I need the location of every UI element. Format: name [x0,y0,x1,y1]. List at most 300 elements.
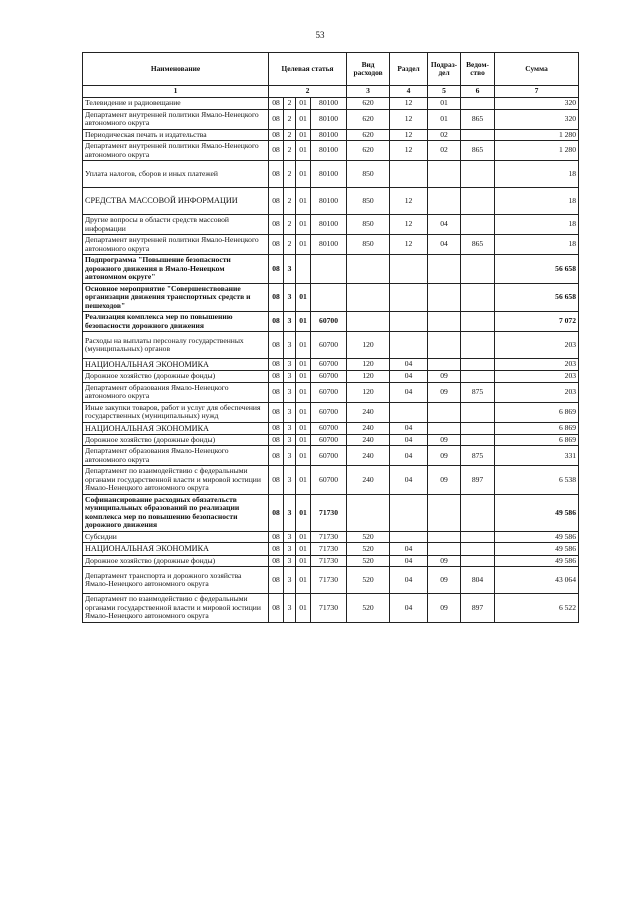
target-article-program: 08 [269,98,284,110]
target-article-direction: 71730 [311,494,347,531]
target-article-program: 08 [269,188,284,215]
expense-type-cell: 620 [347,129,390,141]
department-cell [461,332,495,359]
target-article-direction: 80100 [311,109,347,129]
amount-cell: 320 [495,109,579,129]
target-article-direction: 60700 [311,382,347,402]
table-row [83,283,579,312]
department-cell: 865 [461,235,495,255]
subsection-cell [428,531,461,543]
section-cell: 04 [390,555,428,567]
target-article-subprogram: 3 [284,555,296,567]
target-article-subprogram: 3 [284,531,296,543]
amount-cell: 49 586 [495,494,579,531]
target-article-direction: 60700 [311,422,347,434]
subsection-cell: 02 [428,141,461,161]
section-cell: 04 [390,543,428,555]
section-cell: 04 [390,422,428,434]
target-article-activity: 01 [296,402,311,422]
section-cell: 12 [390,235,428,255]
department-cell: 865 [461,141,495,161]
table-row [83,382,579,402]
expense-type-cell: 620 [347,98,390,110]
target-article-subprogram: 3 [284,283,296,312]
target-article-program: 08 [269,567,284,594]
amount-cell: 56 658 [495,283,579,312]
section-cell [390,531,428,543]
section-cell: 04 [390,466,428,495]
department-cell [461,283,495,312]
target-article-direction [311,283,347,312]
table-row [83,98,579,110]
target-article-subprogram: 3 [284,543,296,555]
amount-cell: 49 586 [495,543,579,555]
department-cell: 897 [461,594,495,623]
subsection-cell [428,188,461,215]
subsection-cell: 09 [428,594,461,623]
section-cell [390,312,428,332]
target-article-activity: 01 [296,188,311,215]
target-article-activity: 01 [296,543,311,555]
target-article-subprogram: 3 [284,332,296,359]
row-name: Телевидение и радиовещание [83,98,269,110]
section-cell: 04 [390,446,428,466]
section-cell: 04 [390,567,428,594]
target-article-direction: 71730 [311,567,347,594]
table-row [83,141,579,161]
expense-type-cell: 120 [347,332,390,359]
table-row [83,235,579,255]
target-article-subprogram: 3 [284,494,296,531]
target-article-program: 08 [269,215,284,235]
target-article-activity: 01 [296,141,311,161]
amount-cell: 7 072 [495,312,579,332]
section-cell [390,494,428,531]
department-cell [461,255,495,284]
subsection-cell: 09 [428,446,461,466]
department-cell [461,312,495,332]
expense-type-cell: 240 [347,466,390,495]
target-article-activity: 01 [296,161,311,188]
target-article-subprogram: 3 [284,402,296,422]
expense-type-cell: 240 [347,402,390,422]
target-article-activity: 01 [296,446,311,466]
amount-cell: 6 869 [495,422,579,434]
department-cell [461,422,495,434]
subsection-cell [428,543,461,555]
target-article-activity: 01 [296,594,311,623]
header-department: Ведом-ство [461,53,495,86]
header-amount: Сумма [495,53,579,86]
target-article-subprogram: 3 [284,434,296,446]
department-cell [461,402,495,422]
budget-table [82,52,579,623]
subsection-cell: 09 [428,466,461,495]
column-number: 2 [269,86,347,98]
target-article-activity [296,255,311,284]
department-cell: 875 [461,382,495,402]
subsection-cell: 09 [428,371,461,383]
target-article-subprogram: 3 [284,466,296,495]
amount-cell: 6 869 [495,434,579,446]
expense-type-cell: 520 [347,555,390,567]
subsection-cell: 09 [428,567,461,594]
department-cell [461,98,495,110]
amount-cell: 18 [495,188,579,215]
target-article-subprogram: 3 [284,422,296,434]
table-row [83,359,579,371]
target-article-subprogram: 2 [284,109,296,129]
target-article-subprogram: 3 [284,594,296,623]
amount-cell: 56 658 [495,255,579,284]
target-article-program: 08 [269,312,284,332]
subsection-cell [428,422,461,434]
target-article-direction: 60700 [311,312,347,332]
target-article-program: 08 [269,382,284,402]
target-article-subprogram: 2 [284,161,296,188]
department-cell [461,371,495,383]
row-name: Департамент по взаимодействию с федеральными органами государственной власти и мировой юстиции Ямало-Ненецкого автономного округа [83,466,269,495]
subsection-cell: 09 [428,555,461,567]
amount-cell: 43 064 [495,567,579,594]
target-article-activity: 01 [296,494,311,531]
expense-type-cell: 120 [347,382,390,402]
section-cell [390,255,428,284]
subsection-cell: 09 [428,382,461,402]
table-row [83,402,579,422]
row-name: Другие вопросы в области средств массовой информации [83,215,269,235]
target-article-subprogram: 3 [284,382,296,402]
target-article-direction: 60700 [311,402,347,422]
department-cell: 804 [461,567,495,594]
department-cell [461,215,495,235]
table-row [83,255,579,284]
section-cell: 04 [390,382,428,402]
header-subsection: Подраз-дел [428,53,461,86]
expense-type-cell [347,283,390,312]
target-article-program: 08 [269,494,284,531]
row-name: Основное мероприятие "Совершенствование организации движения транспортных средств и пешеходов" [83,283,269,312]
target-article-direction: 80100 [311,98,347,110]
section-cell [390,283,428,312]
row-name: Расходы на выплаты персоналу государственных (муниципальных) органов [83,332,269,359]
section-cell: 12 [390,98,428,110]
table-row [83,594,579,623]
target-article-direction: 80100 [311,129,347,141]
amount-cell: 6 538 [495,466,579,495]
row-name: СРЕДСТВА МАССОВОЙ ИНФОРМАЦИИ [83,188,269,215]
column-number: 7 [495,86,579,98]
table-row [83,446,579,466]
target-article-direction: 60700 [311,359,347,371]
target-article-subprogram: 2 [284,98,296,110]
expense-type-cell: 240 [347,422,390,434]
target-article-program: 08 [269,235,284,255]
column-number: 3 [347,86,390,98]
expense-type-cell: 520 [347,567,390,594]
section-cell: 04 [390,359,428,371]
subsection-cell: 04 [428,215,461,235]
target-article-activity: 01 [296,235,311,255]
row-name: Дорожное хозяйство (дорожные фонды) [83,434,269,446]
subsection-cell [428,283,461,312]
target-article-direction: 71730 [311,543,347,555]
target-article-subprogram: 2 [284,141,296,161]
row-name: Департамент образования Ямало-Ненецкого автономного округа [83,446,269,466]
target-article-subprogram: 3 [284,359,296,371]
target-article-activity: 01 [296,382,311,402]
amount-cell: 6 869 [495,402,579,422]
target-article-direction: 60700 [311,332,347,359]
table-row [83,312,579,332]
target-article-direction: 80100 [311,215,347,235]
table-row [83,555,579,567]
department-cell [461,494,495,531]
subsection-cell [428,402,461,422]
expense-type-cell: 850 [347,235,390,255]
target-article-activity: 01 [296,129,311,141]
target-article-program: 08 [269,255,284,284]
header-name: Наименование [83,53,269,86]
expense-type-cell: 850 [347,215,390,235]
target-article-subprogram: 3 [284,371,296,383]
section-cell: 12 [390,109,428,129]
target-article-direction: 80100 [311,141,347,161]
expense-type-cell: 120 [347,371,390,383]
target-article-direction: 60700 [311,466,347,495]
row-name: Софинансирование расходных обязательств муниципальных образований по реализации комплекса мер по повышению безопасности дорожного движения [83,494,269,531]
subsection-cell: 09 [428,434,461,446]
amount-cell: 49 586 [495,555,579,567]
section-cell: 12 [390,215,428,235]
row-name: Департамент внутренней политики Ямало-Ненецкого автономного округа [83,109,269,129]
table-row [83,494,579,531]
target-article-program: 08 [269,434,284,446]
expense-type-cell: 850 [347,161,390,188]
section-cell [390,161,428,188]
amount-cell: 6 522 [495,594,579,623]
table-body [83,98,579,623]
target-article-subprogram: 2 [284,235,296,255]
target-article-activity: 01 [296,466,311,495]
row-name: Департамент внутренней политики Ямало-Ненецкого автономного округа [83,141,269,161]
target-article-direction: 60700 [311,371,347,383]
target-article-subprogram: 2 [284,188,296,215]
expense-type-cell [347,312,390,332]
expense-type-cell: 240 [347,446,390,466]
department-cell [461,161,495,188]
target-article-subprogram: 3 [284,255,296,284]
target-article-program: 08 [269,129,284,141]
column-number: 4 [390,86,428,98]
department-cell: 875 [461,446,495,466]
header-target-article: Целевая статья [269,53,347,86]
target-article-activity: 01 [296,359,311,371]
amount-cell: 18 [495,161,579,188]
target-article-program: 08 [269,466,284,495]
subsection-cell: 01 [428,98,461,110]
section-cell: 12 [390,188,428,215]
target-article-program: 08 [269,594,284,623]
section-cell: 04 [390,594,428,623]
target-article-subprogram: 3 [284,567,296,594]
amount-cell: 320 [495,98,579,110]
target-article-program: 08 [269,555,284,567]
column-number: 6 [461,86,495,98]
table-row [83,434,579,446]
row-name: НАЦИОНАЛЬНАЯ ЭКОНОМИКА [83,359,269,371]
table-row [83,466,579,495]
target-article-activity: 01 [296,215,311,235]
department-cell: 865 [461,109,495,129]
target-article-subprogram: 2 [284,129,296,141]
target-article-direction: 60700 [311,434,347,446]
row-name: Департамент транспорта и дорожного хозяйства Ямало-Ненецкого автономного округа [83,567,269,594]
department-cell [461,359,495,371]
table-row [83,543,579,555]
target-article-activity: 01 [296,567,311,594]
department-cell [461,531,495,543]
expense-type-cell: 520 [347,543,390,555]
expense-type-cell [347,255,390,284]
section-cell: 12 [390,141,428,161]
target-article-activity: 01 [296,434,311,446]
table-row [83,422,579,434]
target-article-direction: 71730 [311,531,347,543]
target-article-activity: 01 [296,555,311,567]
target-article-program: 08 [269,531,284,543]
target-article-direction: 80100 [311,235,347,255]
target-article-direction: 60700 [311,446,347,466]
target-article-activity: 01 [296,371,311,383]
section-cell: 04 [390,371,428,383]
department-cell [461,129,495,141]
table-row [83,129,579,141]
department-cell [461,434,495,446]
expense-type-cell: 520 [347,594,390,623]
subsection-cell [428,161,461,188]
target-article-direction [311,255,347,284]
section-cell: 12 [390,129,428,141]
target-article-subprogram: 3 [284,446,296,466]
section-cell [390,402,428,422]
expense-type-cell: 520 [347,531,390,543]
row-name: Подпрограмма "Повышение безопасности дорожного движения в Ямало-Ненецком автономном округе" [83,255,269,284]
row-name: Департамент внутренней политики Ямало-Ненецкого автономного округа [83,235,269,255]
row-name: Дорожное хозяйство (дорожные фонды) [83,371,269,383]
amount-cell: 1 280 [495,141,579,161]
amount-cell: 203 [495,382,579,402]
target-article-direction: 71730 [311,555,347,567]
row-name: НАЦИОНАЛЬНАЯ ЭКОНОМИКА [83,543,269,555]
table-row [83,531,579,543]
row-name: Департамент по взаимодействию с федеральными органами государственной власти и мировой юстиции Ямало-Ненецкого автономного округа [83,594,269,623]
amount-cell: 331 [495,446,579,466]
expense-type-cell: 240 [347,434,390,446]
subsection-cell: 02 [428,129,461,141]
section-cell: 04 [390,434,428,446]
target-article-program: 08 [269,332,284,359]
amount-cell: 203 [495,359,579,371]
target-article-program: 08 [269,161,284,188]
table-row [83,371,579,383]
target-article-activity: 01 [296,531,311,543]
expense-type-cell [347,494,390,531]
page-number: 53 [315,30,325,40]
row-name: Иные закупки товаров, работ и услуг для обеспечения государственных (муниципальных) нужд [83,402,269,422]
table-header-row [83,53,579,86]
target-article-activity: 01 [296,109,311,129]
department-cell [461,555,495,567]
target-article-program: 08 [269,371,284,383]
target-article-activity: 01 [296,283,311,312]
column-number: 5 [428,86,461,98]
row-name: НАЦИОНАЛЬНАЯ ЭКОНОМИКА [83,422,269,434]
subsection-cell [428,312,461,332]
row-name: Периодическая печать и издательства [83,129,269,141]
amount-cell: 203 [495,371,579,383]
target-article-program: 08 [269,402,284,422]
target-article-activity: 01 [296,98,311,110]
expense-type-cell: 850 [347,188,390,215]
target-article-direction: 80100 [311,161,347,188]
expense-type-cell: 620 [347,109,390,129]
row-name: Уплата налогов, сборов и иных платежей [83,161,269,188]
target-article-program: 08 [269,141,284,161]
target-article-activity: 01 [296,422,311,434]
target-article-direction: 71730 [311,594,347,623]
amount-cell: 49 586 [495,531,579,543]
header-expense-type: Вид расходов [347,53,390,86]
row-name: Субсидии [83,531,269,543]
column-number: 1 [83,86,269,98]
amount-cell: 18 [495,235,579,255]
table-row [83,567,579,594]
target-article-activity: 01 [296,312,311,332]
expense-type-cell: 620 [347,141,390,161]
department-cell: 897 [461,466,495,495]
table-row [83,332,579,359]
department-cell [461,543,495,555]
target-article-subprogram: 2 [284,215,296,235]
row-name: Дорожное хозяйство (дорожные фонды) [83,555,269,567]
subsection-cell: 01 [428,109,461,129]
column-number-row [83,86,579,98]
subsection-cell: 04 [428,235,461,255]
subsection-cell [428,494,461,531]
target-article-direction: 80100 [311,188,347,215]
amount-cell: 203 [495,332,579,359]
target-article-program: 08 [269,109,284,129]
table-row [83,109,579,129]
subsection-cell [428,255,461,284]
table-row [83,215,579,235]
table-row [83,188,579,215]
amount-cell: 1 280 [495,129,579,141]
target-article-activity: 01 [296,332,311,359]
expense-type-cell: 120 [347,359,390,371]
subsection-cell [428,359,461,371]
target-article-program: 08 [269,543,284,555]
section-cell [390,332,428,359]
target-article-subprogram: 3 [284,312,296,332]
row-name: Реализация комплекса мер по повышению безопасности дорожного движения [83,312,269,332]
target-article-program: 08 [269,422,284,434]
header-section: Раздел [390,53,428,86]
row-name: Департамент образования Ямало-Ненецкого автономного округа [83,382,269,402]
target-article-program: 08 [269,359,284,371]
target-article-program: 08 [269,283,284,312]
